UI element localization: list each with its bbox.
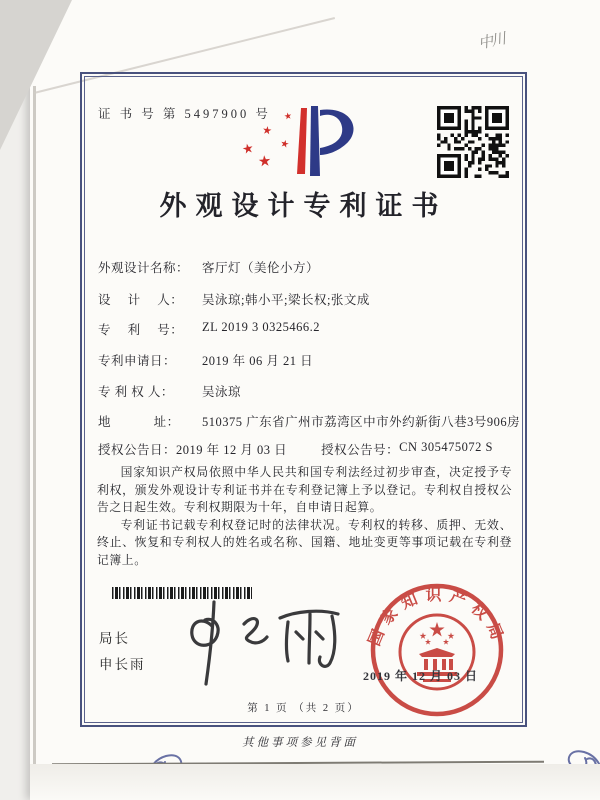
field-value: 2019 年 06 月 21 日 xyxy=(202,354,314,368)
seal-date: 2019 年 12 月 03 日 xyxy=(363,669,479,683)
seal-ring-text: 国家知识产权局 xyxy=(366,587,508,649)
field-address xyxy=(98,412,521,430)
field-value: 510375 广东省广州市荔湾区中市外约新街八巷3号906房 xyxy=(202,415,521,429)
commissioner-name: 申长雨 xyxy=(99,657,146,672)
logo-star-icon: ★ xyxy=(278,138,291,151)
field-design-name xyxy=(98,258,513,276)
field-value: 客厅灯（美伦小方） xyxy=(202,261,320,275)
grant-no-label: 授权公告号： xyxy=(321,443,400,457)
handwritten-pencil-note: 中川 xyxy=(476,29,506,53)
logo-star-icon: ★ xyxy=(261,124,273,138)
cnipa-logo xyxy=(228,100,378,184)
certificate-border-frame xyxy=(80,72,527,727)
grant-date-label: 授权公告日： xyxy=(98,443,177,457)
qr-code xyxy=(437,106,509,178)
paper-curl-shadow xyxy=(30,764,600,800)
field-patentee xyxy=(98,382,513,400)
svg-text:国家知识产权局 xyxy=(364,586,508,648)
logo-star-icon: ★ xyxy=(240,139,256,158)
field-grant-announcement xyxy=(98,440,513,458)
field-value: 吴泳琼;韩小平;梁长权;张文成 xyxy=(202,293,370,307)
field-value: 吴泳琼 xyxy=(202,385,242,399)
grant-date-value: 2019 年 12 月 03 日 xyxy=(176,443,288,457)
certificate-number: 证 书 号 第 5497900 号 xyxy=(98,107,271,121)
field-label: 地 址： xyxy=(98,415,180,429)
legal-paragraph-2: 专利证书记载专利权登记时的法律状况。专利权的转移、质押、无效、终止、恢复和专利权人的姓名或名称、国籍、地址变更等事项记载在专利登记簿上。 xyxy=(97,517,512,567)
field-label: 设 计 人： xyxy=(98,293,184,307)
handwritten-signature xyxy=(182,594,352,694)
commissioner-block xyxy=(99,626,146,678)
scan-left-edge xyxy=(33,86,36,800)
certificate-title: 外观设计专利证书 xyxy=(159,191,448,221)
grant-no-value: CN 305475072 S xyxy=(399,440,493,454)
field-label: 专 利 号： xyxy=(98,323,184,337)
field-filing-date xyxy=(98,351,513,369)
page-number: 第 1 页 （共 2 页） xyxy=(247,703,360,714)
field-label: 专 利 权 人： xyxy=(98,385,174,399)
commissioner-title: 局长 xyxy=(99,631,130,646)
field-designers xyxy=(98,290,513,308)
logo-star-icon: ★ xyxy=(257,153,273,171)
back-side-note: 其他事项参见背面 xyxy=(242,737,358,749)
legal-text xyxy=(97,464,512,569)
field-label: 外观设计名称： xyxy=(98,261,190,275)
field-label: 专利申请日： xyxy=(98,354,177,368)
field-value: ZL 2019 3 0325466.2 xyxy=(202,320,321,334)
legal-paragraph-1: 国家知识产权局依照中华人民共和国专利法经过初步审查，决定授予专利权，颁发外观设计专利证书并在专利登记簿上予以登记。专利权自授权公告之日起生效。专利权期限为十年，自申请日起算。 xyxy=(97,465,512,514)
logo-star-icon: ★ xyxy=(283,110,293,122)
field-patent-number xyxy=(98,320,513,338)
